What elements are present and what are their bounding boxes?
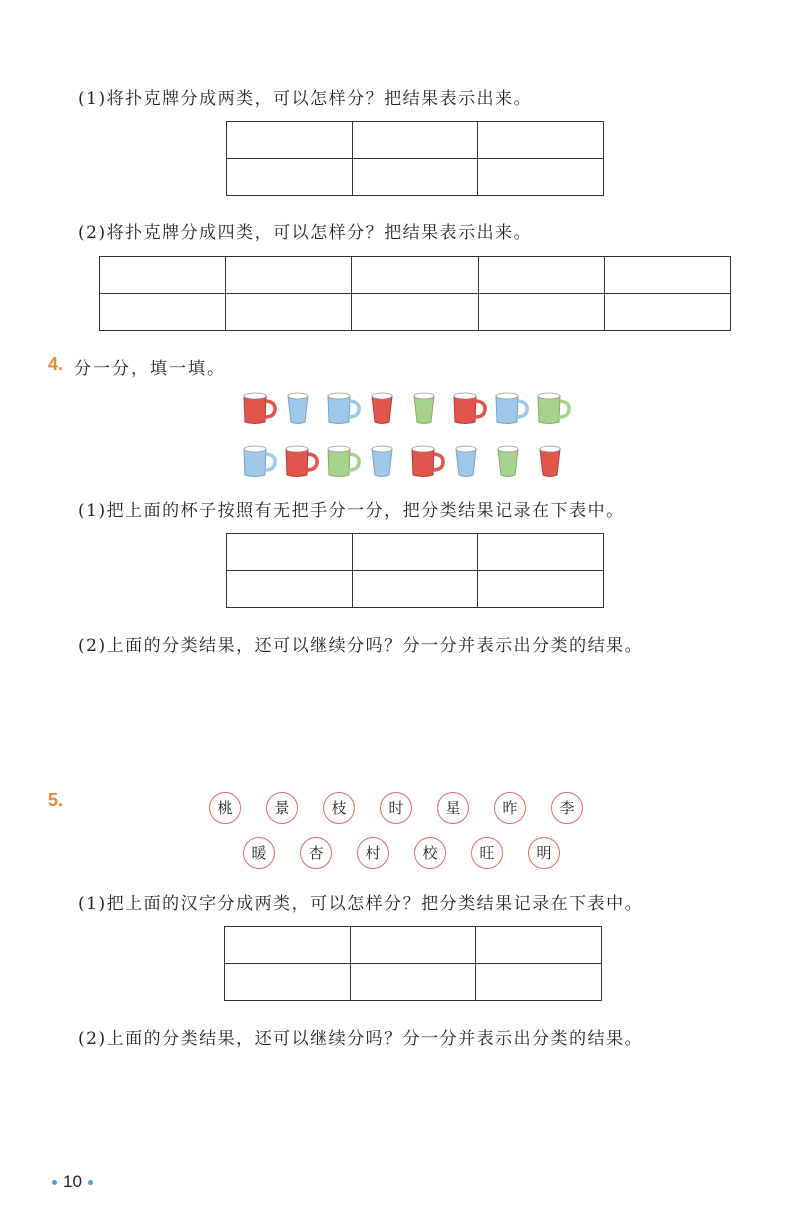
q4-part1-text: (1)把上面的杯子按照有无把手分一分，把分类结果记录在下表中。 [78, 501, 625, 521]
mug-with-handle-icon [450, 390, 488, 426]
circled-character: 杏 [300, 837, 332, 869]
circled-character: 时 [380, 792, 412, 824]
cup-without-handle-icon [534, 443, 572, 479]
circled-character: 昨 [494, 792, 526, 824]
mug-with-handle-icon [282, 443, 320, 479]
mug-with-handle-icon [492, 390, 530, 426]
circled-character: 李 [551, 792, 583, 824]
mug-with-handle-icon [240, 390, 278, 426]
cup-without-handle-icon [492, 443, 530, 479]
q5-part2-text: (2)上面的分类结果，还可以继续分吗？分一分并表示出分类的结果。 [78, 1029, 644, 1049]
mug-with-handle-icon [534, 390, 572, 426]
cup-without-handle-icon [450, 443, 488, 479]
cup-without-handle-icon [282, 390, 320, 426]
q5-answer-table[interactable] [224, 926, 602, 1001]
cup-without-handle-icon [366, 390, 404, 426]
circled-character: 村 [357, 837, 389, 869]
page-number [46, 1172, 99, 1192]
mug-with-handle-icon [240, 443, 278, 479]
q4-title: 分一分，填一填。 [74, 359, 226, 379]
mug-with-handle-icon [324, 443, 362, 479]
circled-character: 星 [437, 792, 469, 824]
page-number-text: 10 [63, 1172, 82, 1191]
q3-answer-table-2[interactable] [99, 256, 731, 331]
circled-character: 明 [528, 837, 560, 869]
q3-answer-table-1[interactable] [226, 121, 604, 196]
q3-part1-text: (1)将扑克牌分成两类，可以怎样分？把结果表示出来。 [78, 89, 533, 109]
circled-character: 景 [266, 792, 298, 824]
mug-with-handle-icon [324, 390, 362, 426]
circled-character: 校 [414, 837, 446, 869]
q5-part1-text: (1)把上面的汉字分成两类，可以怎样分？把分类结果记录在下表中。 [78, 894, 644, 914]
circled-character: 桃 [209, 792, 241, 824]
circled-character: 枝 [323, 792, 355, 824]
dot-icon [88, 1180, 93, 1185]
cup-without-handle-icon [366, 443, 404, 479]
cup-without-handle-icon [408, 390, 446, 426]
q4-number: 4. [48, 354, 64, 374]
q4-answer-table[interactable] [226, 533, 604, 608]
q5-number: 5. [48, 790, 64, 810]
dot-icon [52, 1180, 57, 1185]
circled-character: 旺 [471, 837, 503, 869]
q3-part2-text: (2)将扑克牌分成四类，可以怎样分？把结果表示出来。 [78, 223, 533, 243]
circled-character: 暖 [243, 837, 275, 869]
mug-with-handle-icon [408, 443, 446, 479]
q4-part2-text: (2)上面的分类结果，还可以继续分吗？分一分并表示出分类的结果。 [78, 636, 644, 656]
